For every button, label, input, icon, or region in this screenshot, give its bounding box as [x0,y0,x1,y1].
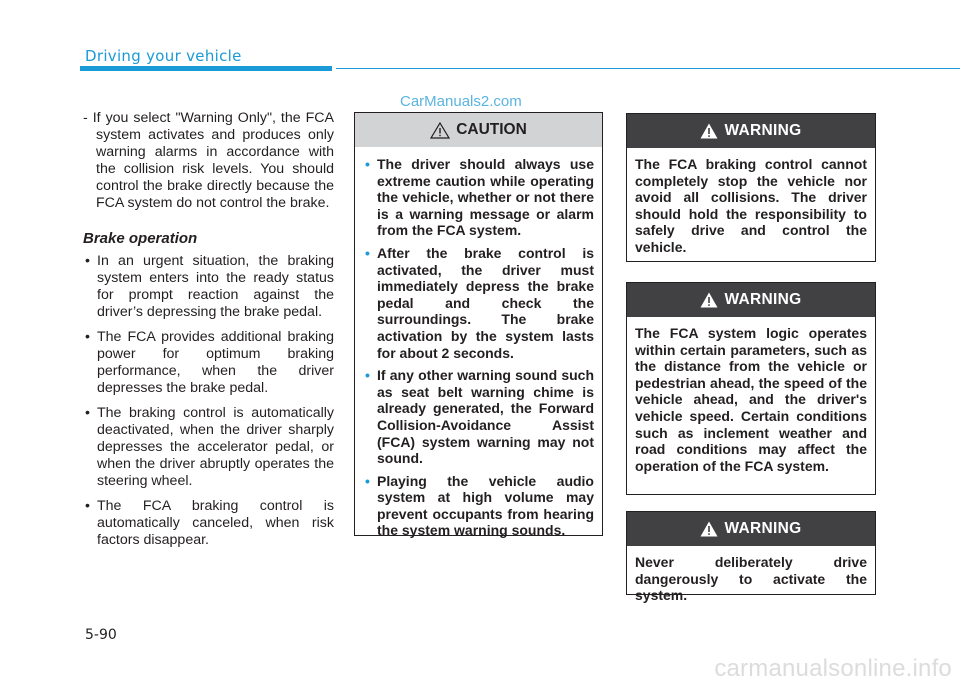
warning-header [627,512,875,546]
subheading-brake-operation: Brake operation [83,230,198,247]
warning-triangle-icon [430,122,450,139]
warning-box-1 [626,113,876,262]
warning-text: The FCA braking control cannot completely stop the vehicle nor avoid all collisions. The driver should hold the responsibility to safely drive and control the vehicle. [635,156,867,255]
watermark-top: CarManuals2.com [400,93,522,110]
warning-text: The FCA system logic operates within certain parameters, such as the distance from the vehicle or pedestrian ahead, the speed of the vehicle ahead, and the driver's vehicle speed. Certain conditions such as inclement weather and road conditions may affect the operation of the FCA system. [635,325,867,474]
caution-title: CAUTION [456,121,527,138]
warning-header [627,283,875,317]
list-item: • The driver should always use extreme caution while operating the vehicle, whether or not there is a warning message or alarm from the FCA system. [365,156,594,239]
warning-header [627,114,875,148]
list-item: • The FCA provides additional braking power for optimum braking performance, when the driver depresses the brake pedal. [83,329,334,397]
left-column [83,110,334,557]
watermark-bottom: carmanualsonline.info [714,655,952,682]
warning-title: WARNING [724,122,802,139]
caution-box [354,112,603,539]
intro-paragraph: - If you select "Warning Only", the FCA system activates and produces only warning alarms in accordance with the collision risk levels. You should control the brake directly because the FCA system do not control the brake. [83,110,334,211]
list-item: • The FCA braking control is automatically canceled, when risk factors disappear. [83,498,334,549]
brake-operation-list [83,253,334,549]
warning-box-2 [626,282,876,495]
section-title: Driving your vehicle [85,47,242,65]
caution-header [355,113,602,147]
warning-triangle-icon [700,123,718,139]
warning-box-3 [626,511,876,604]
warning-title: WARNING [724,291,802,308]
header-rule-thin [336,68,960,69]
caution-list [355,147,602,539]
list-item: • In an urgent situation, the braking system enters into the ready status for prompt reaction against the driver’s depressing the brake pedal. [83,253,334,321]
warning-title: WARNING [724,520,802,537]
warning-text: Never deliberately drive dangerously to activate the system. [635,554,867,604]
list-item: • The braking control is automatically deactivated, when the driver sharply depresses the accelerator pedal, or when the driver abruptly operates the steering wheel. [83,405,334,490]
warning-triangle-icon [700,521,718,537]
list-item: • After the brake control is activated, the driver must immediately depress the brake pedal and check the surroundings. The brake activation by the system lasts for about 2 seconds. [365,245,594,361]
list-item: • If any other warning sound such as seat belt warning chime is already generated, the Forward Collision-Avoidance Assist (FCA) system warning may not sound. [365,367,594,467]
list-item: • Playing the vehicle audio system at high volume may prevent occupants from hearing the system warning sounds. [365,473,594,539]
page-number: 5-90 [85,627,117,643]
warning-triangle-icon [700,292,718,308]
header-rule-thick [80,66,332,71]
